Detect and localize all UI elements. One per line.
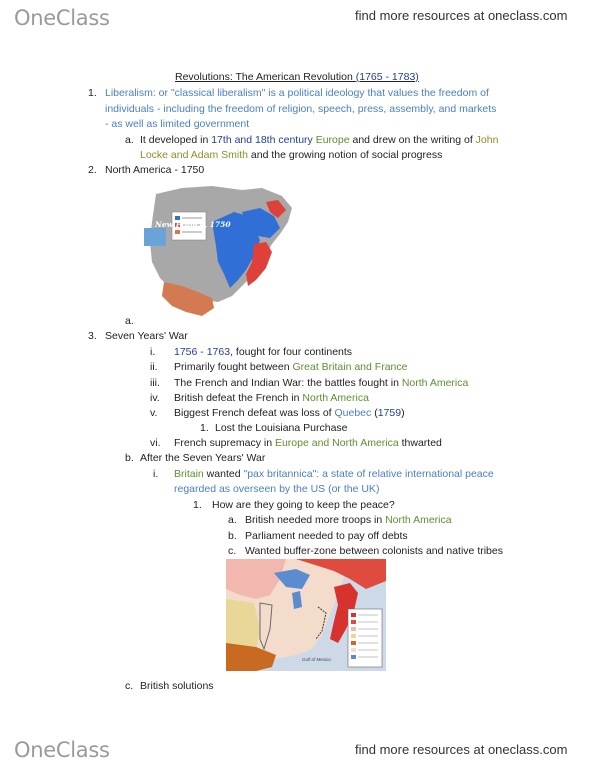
text: It developed in	[140, 134, 212, 146]
item-3-b-1-a-marker: a.	[228, 514, 237, 526]
item-3-iv-marker: iv.	[150, 392, 160, 404]
item-3-b-i-line-1	[174, 468, 494, 480]
item-3-b-i-line-2: regarded as overseen by the US (or the UK)	[174, 483, 380, 495]
item-3-iii-marker: iii.	[150, 377, 160, 389]
text: wanted	[203, 468, 244, 480]
pax-text: "pax britannica": a state of relative international peace	[243, 468, 494, 480]
countries-text: Great Britain and France	[292, 361, 408, 373]
north-america-1750: North America - 1750	[105, 164, 205, 176]
place-text: Europe and North America	[274, 437, 399, 449]
item-1a-line-2	[140, 149, 442, 161]
item-3-v-text	[174, 407, 405, 419]
item-3-b-1-marker: 1.	[193, 499, 202, 511]
map-title-label: New France, 1750	[155, 220, 231, 229]
item-3-vi-marker: vi.	[150, 437, 161, 449]
place-text: North America	[401, 377, 469, 389]
title-text: Revolutions: The American Revolution	[175, 71, 356, 83]
john-text: John	[475, 134, 499, 146]
seven-years-war: Seven Years' War	[105, 330, 188, 342]
item-3-b-1-a-text	[245, 514, 452, 526]
text: and drew on the writing of	[349, 134, 476, 146]
place-text: North America	[385, 514, 452, 526]
map-new-france-svg	[142, 182, 302, 324]
item-3-v-1-text: Lost the Louisiana Purchase	[215, 422, 348, 434]
item-3-i-text	[174, 346, 352, 358]
logo-text: OneClass	[14, 738, 110, 762]
item-3-v-1-marker: 1.	[200, 422, 209, 434]
item-3-vi-text	[174, 437, 442, 449]
text: French supremacy in	[174, 437, 275, 449]
oneclass-logo[interactable]	[14, 6, 110, 30]
quebec-text: Quebec	[334, 407, 372, 419]
item-1a-line-1	[140, 134, 498, 146]
header-promo-link[interactable]: find more resources at oneclass.com	[355, 8, 568, 23]
text: Primarily fought between	[174, 361, 293, 373]
item-2-marker: 2.	[88, 164, 97, 176]
item-3-b-marker: b.	[125, 452, 134, 464]
item-3-ii-marker: ii.	[150, 361, 158, 373]
text: British defeat the French in	[174, 392, 303, 404]
century-text: 17th and 18th century	[211, 134, 313, 146]
map-new-france-1750	[142, 182, 302, 324]
item-3-b-1-c-text: Wanted buffer-zone between colonists and native tribes	[245, 545, 503, 557]
item-1a-marker: a.	[125, 134, 134, 146]
page-title	[175, 71, 419, 83]
gulf-of-mexico-label: Gulf of Mexico	[302, 657, 331, 662]
locke-smith-text: Locke and Adam Smith	[140, 149, 248, 161]
item-3-i-marker: i.	[150, 346, 156, 358]
paren: )	[401, 407, 405, 419]
map-proclamation-svg	[226, 559, 386, 671]
text: British needed more troops in	[245, 514, 386, 526]
footer-promo-link[interactable]: find more resources at oneclass.com	[355, 742, 568, 757]
item-3-b-1-b-text: Parliament needed to pay off debts	[245, 530, 408, 542]
europe-text: Europe	[315, 134, 350, 146]
britain-text: Britain	[174, 468, 204, 480]
map-1-caption-marker: a.	[125, 315, 134, 327]
oneclass-footer-logo[interactable]	[14, 738, 110, 762]
text: The French and Indian War: the battles fought in	[174, 377, 402, 389]
item-3-marker: 3.	[88, 330, 97, 342]
item-3-c-text: British solutions	[140, 680, 214, 692]
item-3-iii-text	[174, 377, 468, 389]
text: thwarted	[398, 437, 442, 449]
liberalism-line-1: Liberalism: or "classical liberalism" is a political ideology that values the freedom of	[105, 87, 489, 99]
liberalism-line-2: individuals - including the freedom of religion, speech, press, assembly, and markets	[105, 103, 497, 115]
logo-text: OneClass	[14, 6, 110, 30]
dates-text: 1756 - 1763	[174, 346, 231, 358]
text: and the growing notion of social progress	[247, 149, 443, 161]
item-3-b-i-marker: i.	[153, 468, 159, 480]
item-3-b-text: After the Seven Years' War	[140, 452, 266, 464]
item-3-v-marker: v.	[150, 407, 158, 419]
text: , fought for four continents	[230, 346, 353, 358]
liberalism-line-3: - as well as limited government	[105, 118, 250, 130]
item-3-iv-text	[174, 392, 369, 404]
title-dates: (1765 - 1783)	[355, 71, 419, 83]
item-3-b-1-text: How are they going to keep the peace?	[212, 499, 395, 511]
text: Biggest French defeat was loss of	[174, 407, 335, 419]
paren: (	[371, 407, 378, 419]
item-3-b-1-c-marker: c.	[228, 545, 237, 557]
item-1-marker: 1.	[88, 87, 97, 99]
place-text: North America	[302, 392, 369, 404]
map-proclamation-line	[226, 559, 386, 671]
item-3-ii-text	[174, 361, 407, 373]
item-3-b-1-b-marker: b.	[228, 530, 237, 542]
year-text: 1759	[377, 407, 402, 419]
item-3-c-marker: c.	[125, 680, 134, 692]
